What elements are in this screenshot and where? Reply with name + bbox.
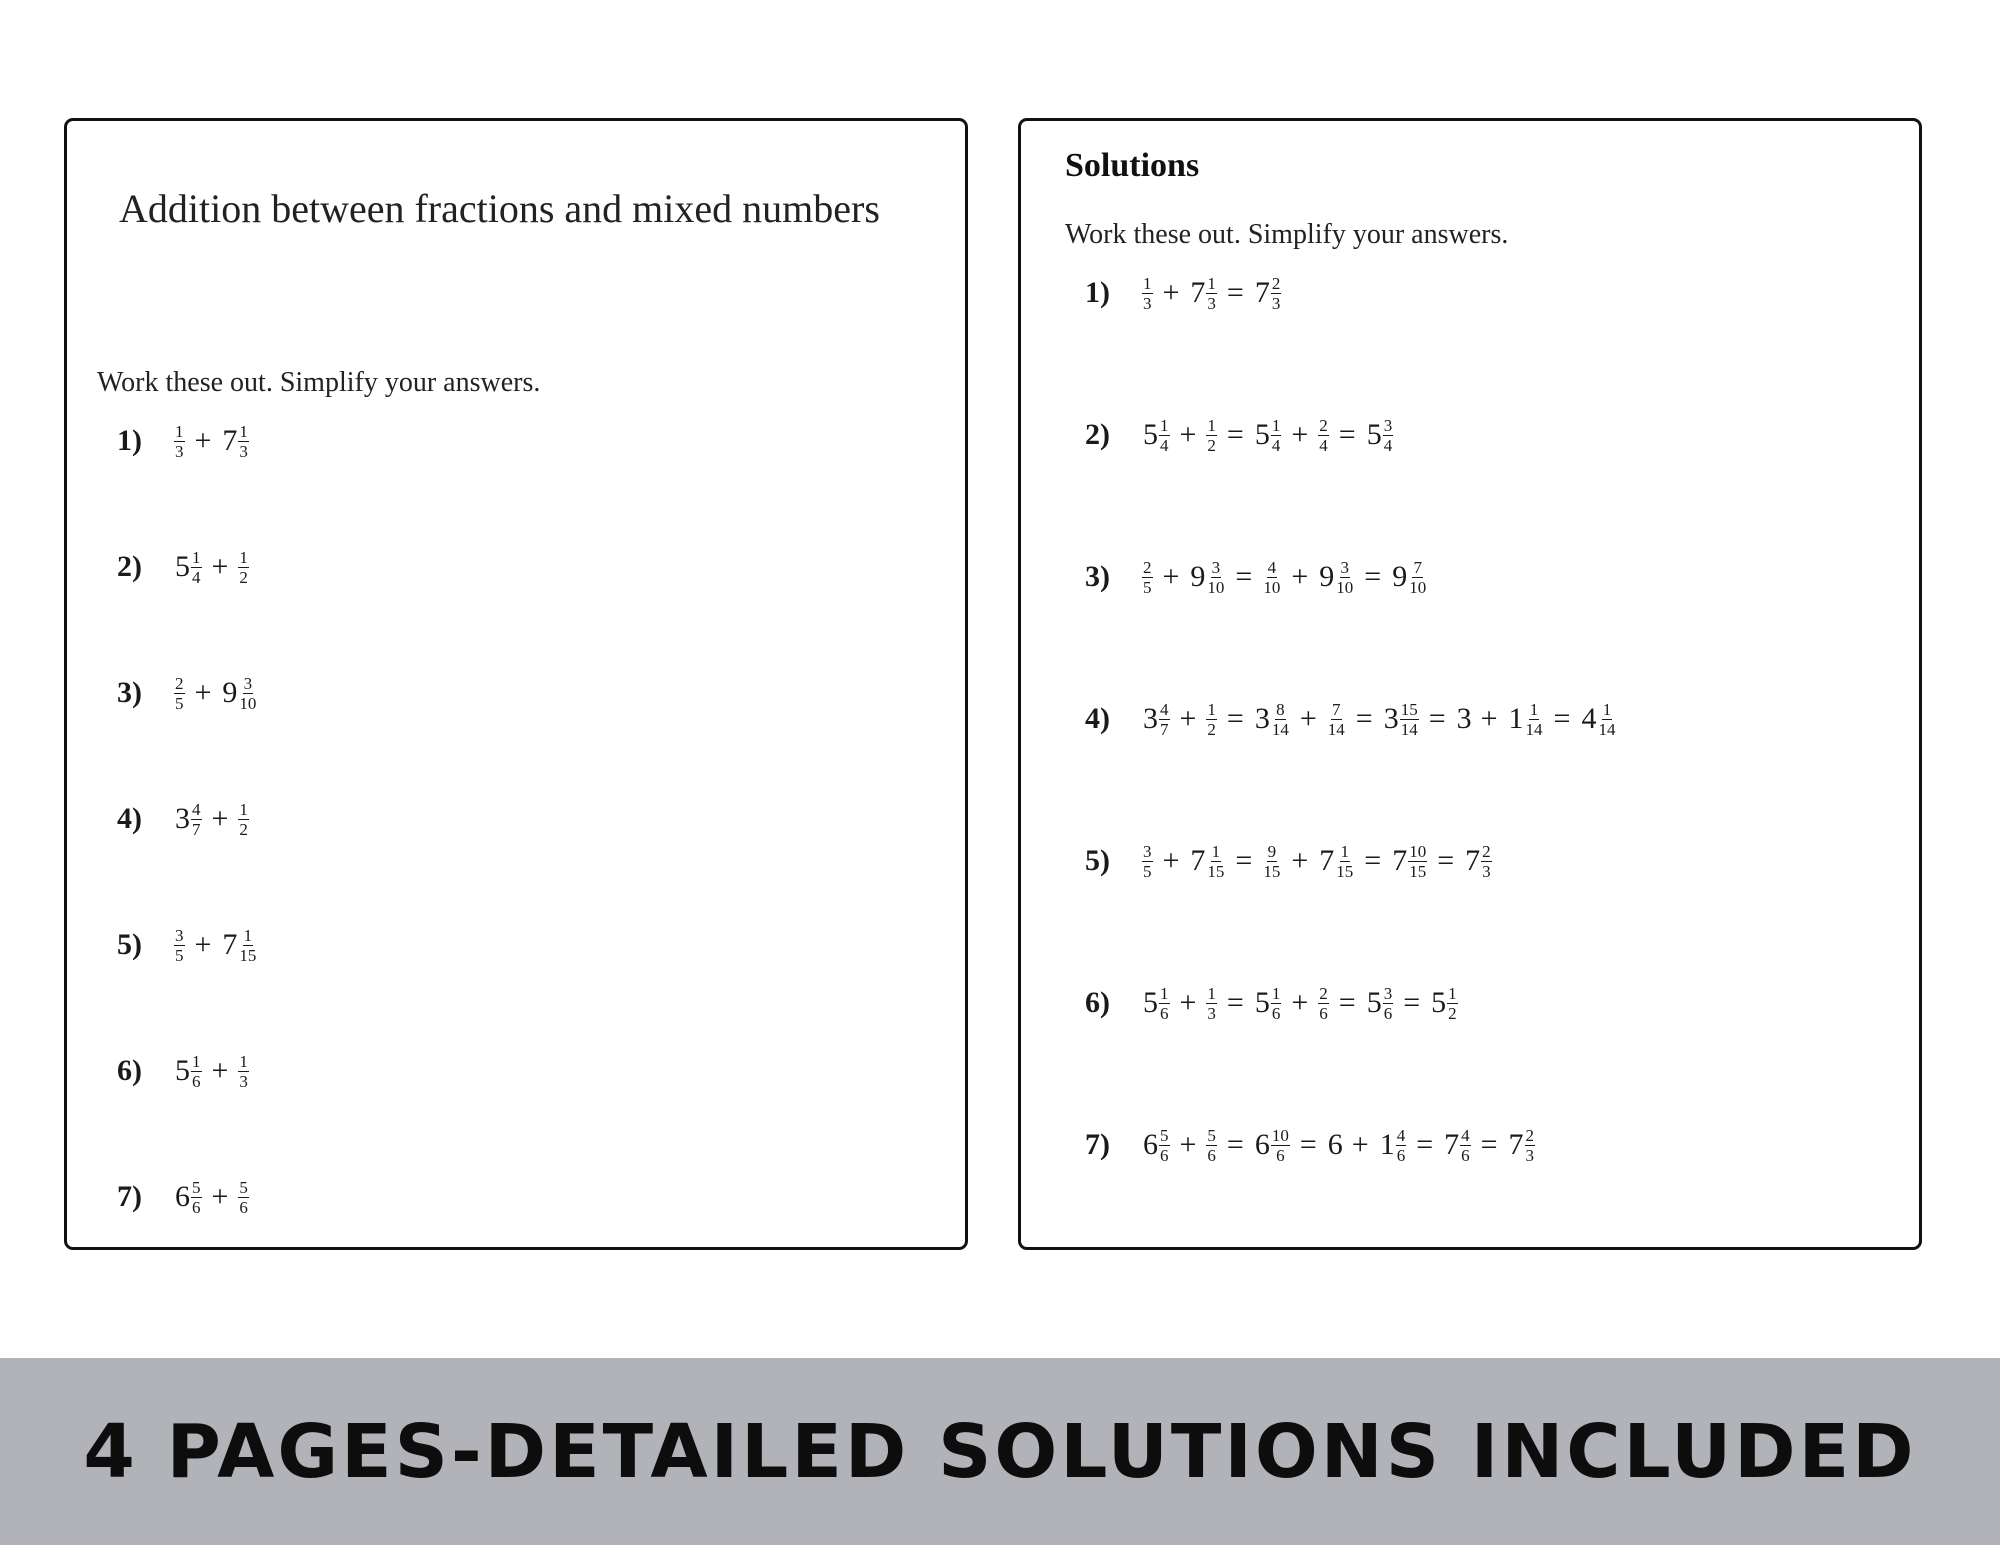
denominator: 6	[239, 1197, 248, 1217]
problem-item	[117, 1167, 250, 1227]
denominator: 6	[1396, 1145, 1406, 1165]
numerator: 3	[1143, 841, 1152, 861]
whole-number: 9	[1190, 560, 1206, 593]
operator: +	[1179, 702, 1197, 735]
denominator: 6	[1383, 1003, 1393, 1023]
numerator: 4	[1396, 1125, 1406, 1145]
denominator: 5	[175, 945, 184, 965]
problem-number: 4)	[117, 802, 142, 835]
numerator: 4	[192, 799, 201, 819]
fraction	[1408, 559, 1427, 596]
operator: =	[1364, 844, 1382, 877]
numerator: 10	[1409, 841, 1427, 861]
numerator: 7	[1413, 557, 1422, 577]
fraction	[174, 927, 185, 964]
numerator: 9	[1267, 841, 1277, 861]
numerator: 2	[1271, 273, 1281, 293]
numerator: 3	[1211, 557, 1221, 577]
operator: =	[1403, 986, 1421, 1019]
operator: +	[1179, 418, 1197, 451]
denominator: 14	[1271, 719, 1289, 739]
solutions-title: Solutions	[1065, 147, 1200, 184]
banner-text: 4 PAGES-DETAILED SOLUTIONS INCLUDED	[83, 1408, 1917, 1495]
fraction	[1206, 417, 1217, 454]
worksheet-page	[64, 118, 968, 1250]
denominator: 6	[1207, 1145, 1216, 1165]
denominator: 15	[1263, 861, 1281, 881]
operator: =	[1553, 702, 1571, 735]
problem-item	[117, 411, 250, 471]
numerator: 3	[1383, 415, 1393, 435]
problem-number: 1)	[1085, 276, 1110, 309]
numerator: 2	[1319, 983, 1328, 1003]
numerator: 1	[1529, 699, 1539, 719]
operator: =	[1355, 702, 1373, 735]
denominator: 14	[1598, 719, 1616, 739]
operator: +	[1162, 276, 1180, 309]
fraction	[1525, 1127, 1536, 1164]
problem-item	[117, 789, 250, 849]
denominator: 14	[1525, 719, 1543, 739]
denominator: 2	[1448, 1003, 1457, 1023]
denominator: 2	[1207, 719, 1216, 739]
problem-number: 6)	[1085, 986, 1110, 1019]
numerator: 1	[239, 547, 248, 567]
numerator: 1	[1207, 983, 1216, 1003]
problem-expression	[173, 549, 250, 586]
denominator: 3	[1271, 293, 1281, 313]
denominator: 3	[239, 441, 248, 461]
operator: +	[194, 424, 212, 457]
fraction	[1159, 1127, 1170, 1164]
denominator: 3	[1207, 1003, 1216, 1023]
numerator: 1	[1340, 841, 1350, 861]
numerator: 3	[175, 925, 184, 945]
operator: +	[1299, 702, 1317, 735]
whole-number: 7	[1392, 844, 1408, 877]
problem-item	[1085, 831, 1493, 891]
fraction	[1408, 843, 1427, 880]
fraction	[1327, 701, 1346, 738]
problem-expression	[1141, 275, 1282, 312]
solutions-instructions: Work these out. Simplify your answers.	[1065, 219, 1509, 250]
numerator: 5	[1160, 1125, 1169, 1145]
problem-number: 4)	[1085, 702, 1110, 735]
denominator: 10	[1409, 577, 1427, 597]
fraction	[1206, 843, 1225, 880]
fraction	[1142, 559, 1153, 596]
denominator: 5	[175, 693, 184, 713]
problem-item	[1085, 263, 1282, 323]
denominator: 15	[1207, 861, 1225, 881]
numerator: 1	[1207, 699, 1216, 719]
fraction	[1383, 417, 1394, 454]
denominator: 14	[1400, 719, 1418, 739]
operator: +	[1291, 418, 1309, 451]
fraction	[1271, 1127, 1290, 1164]
denominator: 4	[192, 567, 201, 587]
numerator: 1	[1271, 983, 1281, 1003]
numerator: 1	[1207, 273, 1216, 293]
problem-expression	[173, 1179, 250, 1216]
operator: +	[211, 1054, 229, 1087]
problem-item	[1085, 689, 1617, 749]
fraction	[1525, 701, 1544, 738]
worksheet-instructions: Work these out. Simplify your answers.	[97, 367, 541, 398]
numerator: 2	[1143, 557, 1152, 577]
denominator: 6	[1319, 1003, 1328, 1023]
problem-item	[1085, 547, 1428, 607]
fraction	[238, 1179, 249, 1216]
whole-number: 3	[1254, 702, 1270, 735]
whole-number: 5	[1254, 418, 1270, 451]
numerator: 2	[175, 673, 184, 693]
fraction	[238, 549, 249, 586]
denominator: 6	[1271, 1003, 1281, 1023]
denominator: 7	[1160, 719, 1169, 739]
numerator: 4	[1461, 1125, 1470, 1145]
whole-number: 7	[1190, 844, 1206, 877]
denominator: 3	[1482, 861, 1491, 881]
denominator: 15	[1409, 861, 1427, 881]
denominator: 10	[1263, 577, 1281, 597]
fraction	[1271, 417, 1282, 454]
numerator: 1	[1160, 983, 1169, 1003]
fraction	[1383, 985, 1394, 1022]
problem-expression	[173, 423, 250, 460]
whole-number: 6	[1143, 1128, 1158, 1161]
problem-expression	[173, 927, 258, 964]
fraction	[1271, 275, 1282, 312]
denominator: 6	[1160, 1003, 1169, 1023]
numerator: 1	[1207, 415, 1216, 435]
operator: +	[1162, 560, 1180, 593]
denominator: 3	[175, 441, 184, 461]
fraction	[1159, 417, 1170, 454]
numerator: 1	[175, 421, 184, 441]
fraction	[1206, 559, 1225, 596]
problem-number: 1)	[117, 424, 142, 457]
whole-number: 3	[1383, 702, 1399, 735]
whole-number: 7	[222, 424, 238, 457]
fraction	[1271, 985, 1282, 1022]
operator: =	[1299, 1128, 1317, 1161]
numerator: 1	[239, 799, 248, 819]
fraction	[1206, 985, 1217, 1022]
fraction	[1597, 701, 1616, 738]
operator: +	[1179, 1128, 1197, 1161]
numerator: 8	[1276, 699, 1285, 719]
denominator: 10	[1336, 577, 1354, 597]
denominator: 2	[239, 567, 248, 587]
fraction	[1335, 843, 1354, 880]
fraction	[238, 927, 257, 964]
solutions-page	[1018, 118, 1922, 1250]
operator: =	[1226, 702, 1244, 735]
denominator: 6	[192, 1071, 201, 1091]
numerator: 7	[1332, 699, 1341, 719]
whole-number: 5	[1143, 986, 1158, 1019]
whole-number: 7	[1190, 276, 1206, 309]
whole-number: 7	[1444, 1128, 1460, 1161]
problem-expression	[173, 1053, 250, 1090]
operator: =	[1226, 1128, 1244, 1161]
whole-number: 7	[222, 928, 238, 961]
denominator: 4	[1383, 435, 1393, 455]
numerator: 2	[1482, 841, 1491, 861]
fraction	[1142, 843, 1153, 880]
problem-expression	[1141, 701, 1617, 738]
fraction	[1206, 275, 1217, 312]
whole-number: 6	[1254, 1128, 1270, 1161]
whole-number: 7	[1465, 844, 1481, 877]
denominator: 7	[192, 819, 201, 839]
numerator: 5	[192, 1177, 201, 1197]
numerator: 3	[1383, 983, 1393, 1003]
fraction	[1206, 701, 1217, 738]
operator: =	[1416, 1128, 1434, 1161]
problem-expression	[1141, 1127, 1536, 1164]
denominator: 3	[239, 1071, 248, 1091]
numerator: 3	[1340, 557, 1350, 577]
operator: +	[1179, 986, 1197, 1019]
fraction	[1481, 843, 1492, 880]
operator: +	[211, 550, 229, 583]
fraction	[1318, 417, 1329, 454]
numerator: 1	[1602, 699, 1612, 719]
operator: =	[1480, 1128, 1498, 1161]
operator: =	[1338, 418, 1356, 451]
fraction	[1318, 985, 1329, 1022]
operator: =	[1428, 702, 1446, 735]
fraction	[191, 1179, 202, 1216]
whole-number: 6	[1327, 1128, 1343, 1161]
fraction	[1206, 1127, 1217, 1164]
problem-number: 3)	[1085, 560, 1110, 593]
operator: =	[1226, 986, 1244, 1019]
fraction	[191, 549, 202, 586]
fraction	[238, 675, 257, 712]
operator: +	[1480, 702, 1498, 735]
denominator: 6	[192, 1197, 201, 1217]
numerator: 5	[239, 1177, 248, 1197]
operator: +	[1291, 986, 1309, 1019]
whole-number: 7	[1254, 276, 1270, 309]
operator: +	[194, 928, 212, 961]
numerator: 4	[1267, 557, 1277, 577]
problem-item	[117, 537, 250, 597]
whole-number: 9	[1392, 560, 1408, 593]
numerator: 1	[1448, 983, 1457, 1003]
problem-item	[1085, 973, 1459, 1033]
numerator: 2	[1525, 1125, 1535, 1145]
denominator: 3	[1207, 293, 1216, 313]
problem-expression	[173, 675, 258, 712]
numerator: 1	[1211, 841, 1221, 861]
problem-number: 6)	[117, 1054, 142, 1087]
problem-number: 5)	[1085, 844, 1110, 877]
whole-number: 3	[1143, 702, 1158, 735]
numerator: 1	[1160, 415, 1169, 435]
whole-number: 1	[1508, 702, 1524, 735]
whole-number: 5	[175, 550, 190, 583]
operator: +	[211, 802, 229, 835]
denominator: 4	[1319, 435, 1328, 455]
numerator: 1	[239, 1051, 248, 1071]
fraction	[1335, 559, 1354, 596]
fraction	[191, 1053, 202, 1090]
operator: +	[211, 1180, 229, 1213]
whole-number: 7	[1508, 1128, 1524, 1161]
problem-item	[1085, 405, 1394, 465]
denominator: 6	[1461, 1145, 1470, 1165]
numerator: 2	[1319, 415, 1328, 435]
denominator: 2	[1207, 435, 1216, 455]
whole-number: 3	[1456, 702, 1472, 735]
whole-number: 5	[1366, 986, 1382, 1019]
whole-number: 9	[222, 676, 238, 709]
whole-number: 6	[175, 1180, 190, 1213]
fraction	[238, 1053, 249, 1090]
whole-number: 5	[1431, 986, 1447, 1019]
whole-number: 5	[1366, 418, 1382, 451]
denominator: 6	[1276, 1145, 1285, 1165]
numerator: 1	[1143, 273, 1152, 293]
whole-number: 7	[1319, 844, 1335, 877]
fraction	[1262, 559, 1281, 596]
operator: =	[1226, 418, 1244, 451]
problem-item	[117, 663, 258, 723]
denominator: 5	[1143, 861, 1152, 881]
operator: +	[1291, 560, 1309, 593]
operator: +	[1291, 844, 1309, 877]
fraction	[174, 675, 185, 712]
numerator: 1	[192, 1051, 201, 1071]
whole-number: 4	[1581, 702, 1597, 735]
numerator: 15	[1400, 699, 1418, 719]
whole-number: 1	[1379, 1128, 1395, 1161]
fraction	[1262, 843, 1281, 880]
denominator: 15	[239, 945, 257, 965]
worksheet-title: Addition between fractions and mixed numbers	[119, 186, 880, 231]
numerator: 3	[243, 673, 253, 693]
fraction	[174, 423, 185, 460]
operator: =	[1235, 560, 1253, 593]
whole-number: 5	[1254, 986, 1270, 1019]
problem-expression	[1141, 559, 1428, 596]
problem-number: 5)	[117, 928, 142, 961]
fraction	[238, 801, 249, 838]
fraction	[238, 423, 249, 460]
operator: =	[1364, 560, 1382, 593]
problem-item	[117, 915, 258, 975]
problem-number: 2)	[1085, 418, 1110, 451]
operator: +	[1162, 844, 1180, 877]
problem-number: 2)	[117, 550, 142, 583]
denominator: 4	[1271, 435, 1281, 455]
whole-number: 5	[175, 1054, 190, 1087]
fraction	[1159, 985, 1170, 1022]
numerator: 1	[243, 925, 253, 945]
whole-number: 5	[1143, 418, 1158, 451]
operator: +	[194, 676, 212, 709]
problem-expression	[173, 801, 250, 838]
denominator: 3	[1525, 1145, 1535, 1165]
denominator: 4	[1160, 435, 1169, 455]
denominator: 14	[1327, 719, 1345, 739]
fraction	[1396, 1127, 1407, 1164]
whole-number: 9	[1319, 560, 1335, 593]
operator: =	[1235, 844, 1253, 877]
operator: =	[1437, 844, 1455, 877]
problem-number: 3)	[117, 676, 142, 709]
problem-item	[1085, 1115, 1536, 1175]
operator: =	[1338, 986, 1356, 1019]
denominator: 3	[1143, 293, 1152, 313]
whole-number: 3	[175, 802, 190, 835]
fraction	[191, 801, 202, 838]
numerator: 1	[192, 547, 201, 567]
problem-expression	[1141, 843, 1493, 880]
numerator: 4	[1160, 699, 1169, 719]
numerator: 10	[1271, 1125, 1289, 1145]
problem-number: 7)	[1085, 1128, 1110, 1161]
fraction	[1460, 1127, 1471, 1164]
numerator: 5	[1207, 1125, 1216, 1145]
denominator: 2	[239, 819, 248, 839]
fraction	[1159, 701, 1170, 738]
denominator: 10	[239, 693, 257, 713]
problem-expression	[1141, 985, 1459, 1022]
denominator: 5	[1143, 577, 1152, 597]
denominator: 15	[1336, 861, 1354, 881]
problem-expression	[1141, 417, 1394, 454]
fraction	[1400, 701, 1419, 738]
fraction	[1447, 985, 1458, 1022]
denominator: 10	[1207, 577, 1225, 597]
numerator: 1	[1271, 415, 1281, 435]
operator: =	[1226, 276, 1244, 309]
promo-banner	[0, 1358, 2000, 1545]
fraction	[1271, 701, 1290, 738]
problem-number: 7)	[117, 1180, 142, 1213]
problem-item	[117, 1041, 250, 1101]
operator: +	[1351, 1128, 1369, 1161]
denominator: 6	[1160, 1145, 1169, 1165]
fraction	[1142, 275, 1153, 312]
numerator: 1	[239, 421, 248, 441]
